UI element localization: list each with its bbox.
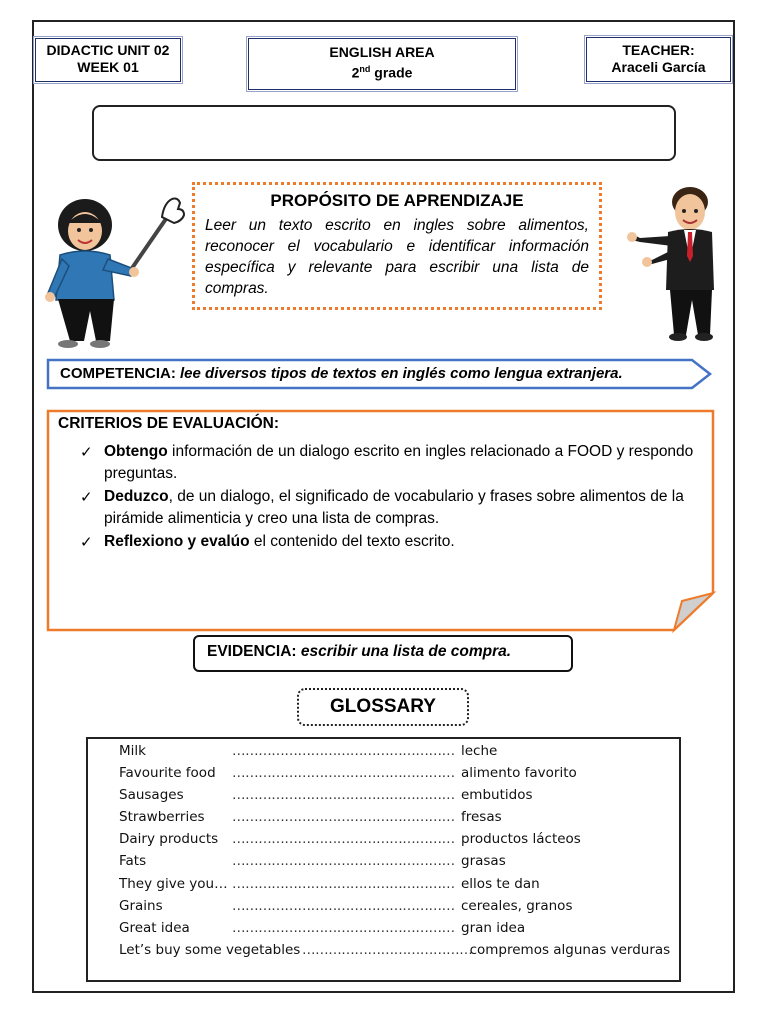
competencia-text: COMPETENCIA: lee diversos tipos de textos en inglés como lengua extranjera. <box>60 365 623 382</box>
glossary-row: Milk …………………………………………… leche <box>119 743 498 759</box>
checkmark-icon: ✓ <box>80 533 93 551</box>
empty-title-box <box>92 105 676 161</box>
area-label: ENGLISH AREA <box>329 44 435 60</box>
area-box <box>248 38 516 90</box>
glossary-table <box>86 737 681 982</box>
glossary-row: They give you… …………………………………………… ellos te dan <box>119 876 540 892</box>
criterio-item: ✓ Obtengo información de un dialogo escrito en ingles relacionado a FOOD y respondo preguntas. <box>80 443 694 482</box>
purpose-text: Leer un texto escrito en ingles sobre alimentos, reconocer el vocabulario e identificar información específica y relevante para escribir una lista de compras. <box>205 217 589 297</box>
criterios-section <box>58 415 708 554</box>
glossary-row: Strawberries …………………………………………… fresas <box>119 809 502 825</box>
teacher-label: TEACHER: <box>622 42 695 58</box>
glossary-row: Great idea …………………………………………… gran idea <box>119 920 526 936</box>
glossary-row: Sausages …………………………………………… embutidos <box>119 787 533 803</box>
purpose-box <box>192 182 602 310</box>
purpose-title: PROPÓSITO DE APRENDIZAJE <box>270 191 524 210</box>
glossary-row: Let’s buy some vegetables ………………………………… compremos algunas verduras <box>119 942 671 958</box>
criterio-item: ✓ Deduzco, de un dialogo, el significado de vocabulario y frases sobre alimentos de la pirámide alimenticia y creo una lista de compras. <box>80 488 684 527</box>
unit-label: DIDACTIC UNIT 02 <box>46 42 170 58</box>
unit-box <box>35 38 181 82</box>
glossary-row: Fats …………………………………………… grasas <box>119 853 506 869</box>
teacher-box <box>586 37 731 82</box>
grade-label: 2nd grade <box>351 64 413 81</box>
evidencia-box: EVIDENCIA: escribir una lista de compra. <box>193 635 573 672</box>
teacher-woman-illustration <box>30 195 190 355</box>
teacher-name: Araceli García <box>611 59 706 75</box>
glossary-row: Favourite food …………………………………………… alimento favorito <box>119 765 577 781</box>
glossary-row: Grains …………………………………………… cereales, granos <box>119 898 573 914</box>
checkmark-icon: ✓ <box>80 443 93 461</box>
checkmark-icon: ✓ <box>80 488 93 506</box>
week-label: WEEK 01 <box>77 59 139 75</box>
teacher-man-illustration <box>620 180 720 345</box>
criterio-item: ✓ Reflexiono y evalúo el contenido del texto escrito. <box>80 533 455 551</box>
glossary-row: Dairy products …………………………………………… productos lácteos <box>119 831 581 847</box>
criterios-title: CRITERIOS DE EVALUACIÓN: <box>58 415 280 432</box>
glossary-title: GLOSSARY <box>297 688 469 726</box>
